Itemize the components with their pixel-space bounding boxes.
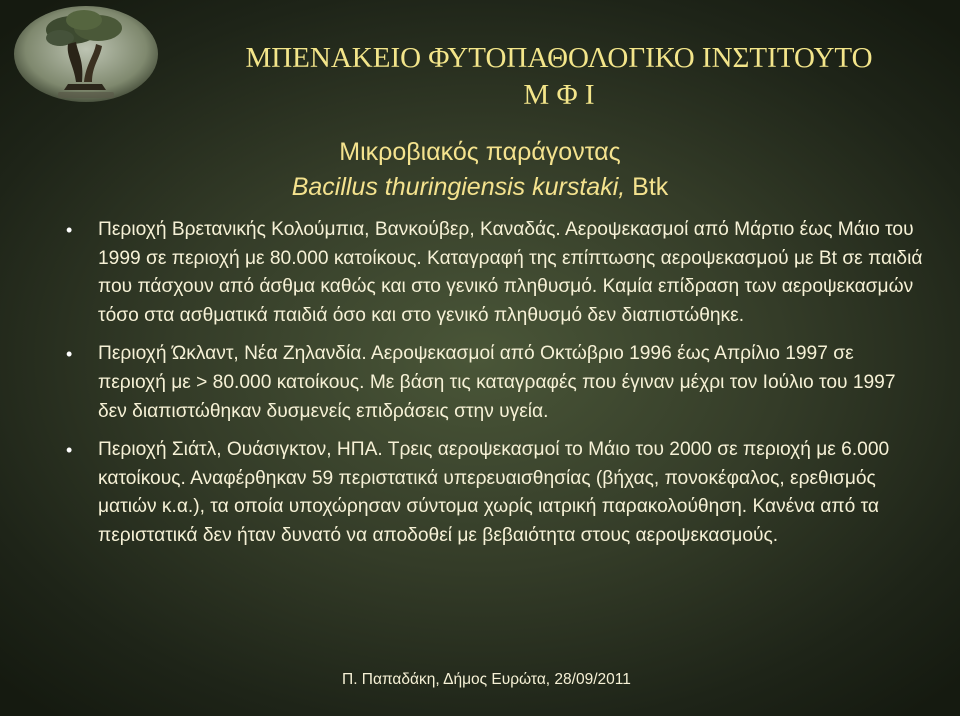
bullet-item-vancouver — [66, 216, 926, 330]
slide-subtitle-agent — [0, 171, 960, 203]
bullet-text: Περιοχή Ώκλαντ, Νέα Ζηλανδία. Αεροψεκασμοί από Οκτώβριο 1996 έως Απρίλιο 1997 σε περιοχή με > 80.000 κατοίκους. Με βάση τις καταγραφές που έγιναν μέχρι τον Ιούλιο του 1997 δεν διαπιστώθηκαν δυσμενείς επιδράσεις στην υγεία. — [98, 343, 896, 422]
slide-footer: Π. Παπαδάκη, Δήμος Ευρώτα, 28/09/2011 — [342, 671, 631, 688]
bullet-icon: • — [66, 220, 73, 240]
agent-abbreviation: Btk — [625, 173, 669, 201]
bullet-item-auckland — [66, 340, 926, 426]
institute-title-line2: Μ Φ Ι — [523, 79, 595, 111]
agent-scientific-name: Bacillus thuringiensis kurstaki, — [291, 173, 626, 201]
institute-logo — [6, 4, 166, 108]
bullet-text: Περιοχή Βρετανικής Κολούμπια, Βανκούβερ, Καναδάς. Αεροψεκασμοί από Μάρτιο έως Μάιο του 1999 σε περιοχή με 80.000 κατοίκους. Καταγραφή της επίπτωσης αεροψεκασμού με Bt σε παιδιά που πάσχουν από άσθμα καθώς και στο γενικό πληθυσμό. Καμία επίδραση των αεροψεκασμών τόσο στα ασθματικά παιδιά όσο και στο γενικό πληθυσμό δεν διαπιστώθηκε. — [98, 219, 923, 326]
bullet-icon: • — [66, 440, 73, 461]
bullet-item-seattle — [66, 436, 926, 550]
bullet-text: Περιοχή Σιάτλ, Ουάσιγκτον, ΗΠΑ. Τρεις αεροψεκασμοί το Μάιο του 2000 σε περιοχή με 6.000 κατοίκους. Αναφέρθηκαν 59 περιστατικά υπερευαισθησίας (βήχας, πονοκέφαλος, ερεθισμός ματιών κ.α.), τα οποία υποχώρησαν σύντομα χωρίς ιατρική παρακολούθηση. Κανένα από τα περιστατικά δεν ήταν δυνατό να αποδοθεί με βεβαιότητα στους αεροψεκασμούς. — [98, 439, 890, 546]
bullet-icon: • — [66, 344, 73, 365]
olive-tree-logo-icon — [6, 4, 166, 108]
institute-title — [168, 40, 950, 114]
institute-title-line1: ΜΠΕΝΑΚΕΙΟ ΦΥΤΟΠΑΘΟΛΟΓΙΚΟ ΙΝΣΤΙΤΟΥΤΟ — [245, 42, 873, 74]
slide-subtitle: Μικροβιακός παράγοντας — [339, 138, 621, 166]
bullet-list — [66, 216, 926, 561]
